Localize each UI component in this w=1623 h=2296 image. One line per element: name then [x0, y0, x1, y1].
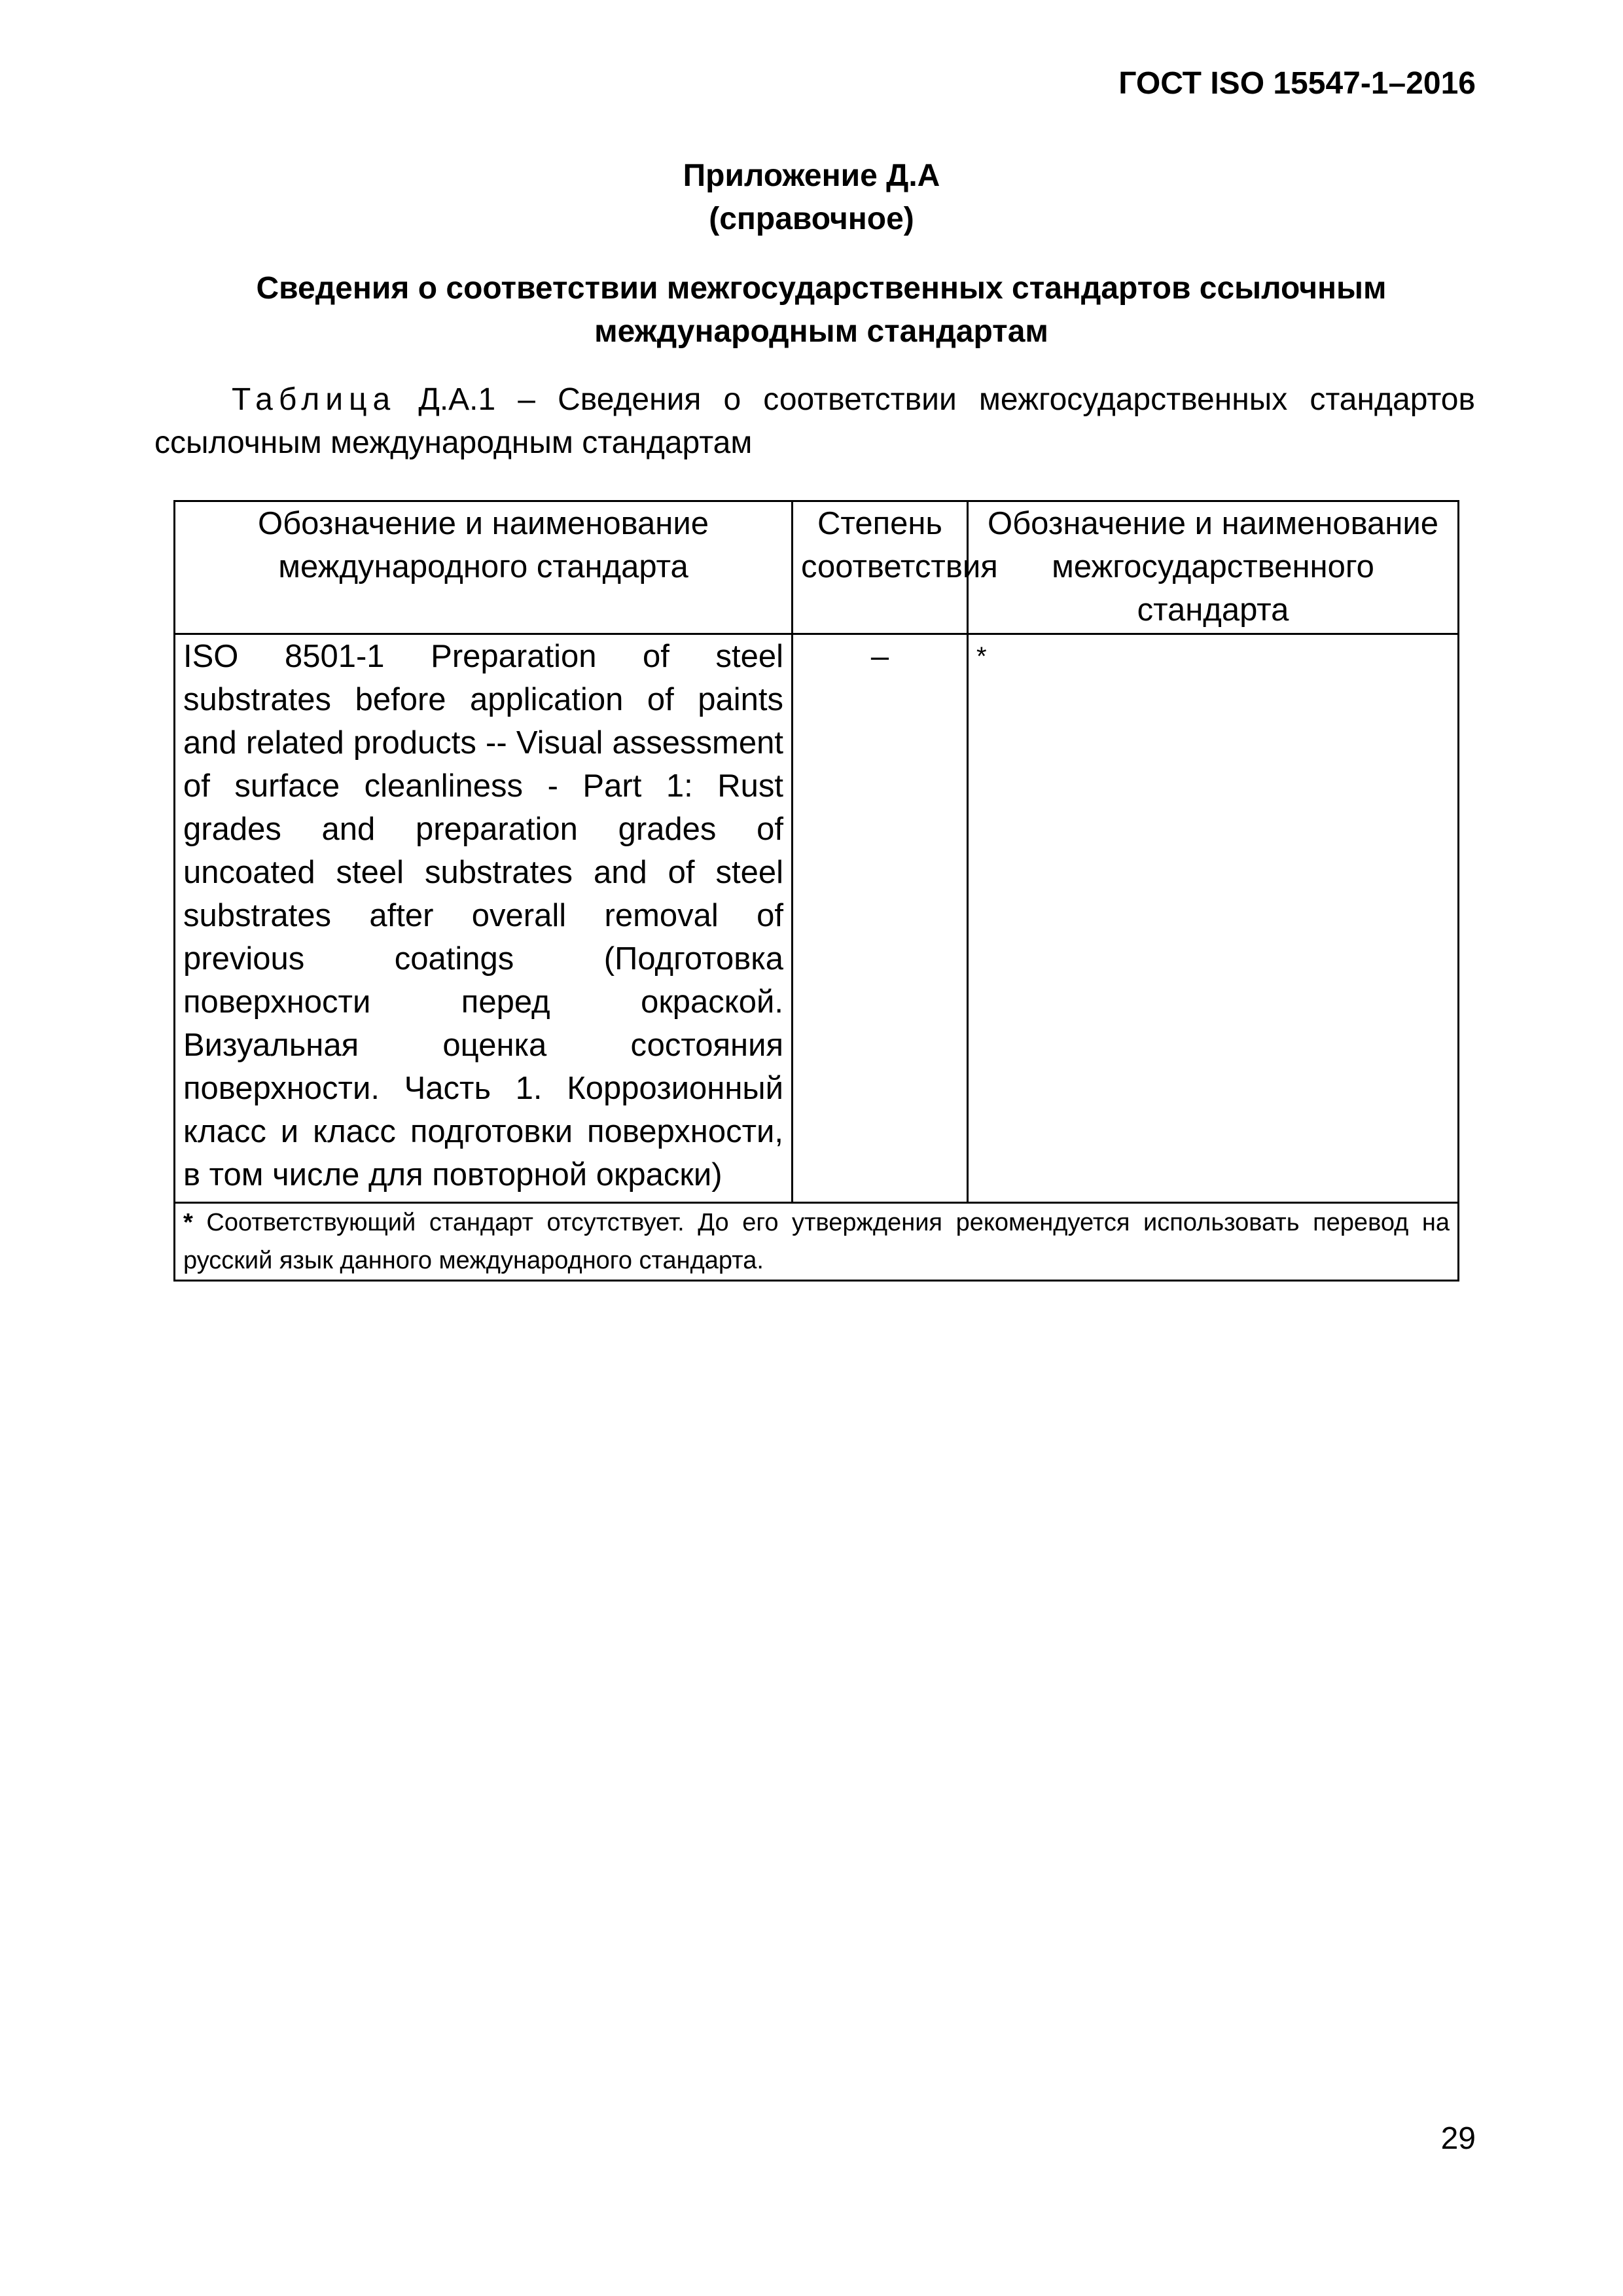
table-caption-text: Д.А.1 – Сведения о соответствии межгосударственных стандартов ссылочным международным стандартам	[154, 382, 1475, 460]
header-degree-of-correspondence: Степень соответствия	[793, 501, 968, 634]
footnote-text: Соответствующий стандарт отсутствует. До его утверждения рекомендуется использовать перевод на русский язык данного международного стандарта.	[183, 1209, 1450, 1274]
appendix-title: Приложение Д.А	[683, 158, 940, 193]
table-footnote-row	[175, 1203, 1459, 1281]
appendix-heading	[0, 154, 1623, 241]
table-header-row	[175, 501, 1459, 634]
appendix-type: (справочное)	[709, 202, 914, 236]
header-international-standard: Обозначение и наименование международного стандарта	[175, 501, 793, 634]
cell-international-standard: ISO 8501-1 Preparation of steel substrates before application of paints and related products -- Visual assessment of surface cleanliness - Part 1: Rust grades and preparation grades of uncoated steel substrates and of steel substrates after overall removal of previous coatings (Подготовка поверхности перед окраской. Визуальная оценка состояния поверхности. Часть 1. Коррозионный класс и класс подготовки поверхности, в том числе для повторной окраски)	[175, 634, 793, 1203]
cell-degree-of-correspondence: –	[793, 634, 968, 1203]
footnote-mark: *	[183, 1209, 193, 1236]
header-interstate-standard: Обозначение и наименование межгосударственного стандарта	[968, 501, 1459, 634]
document-code: ГОСТ ISO 15547-1–2016	[1118, 66, 1476, 101]
table-caption	[154, 378, 1475, 465]
table-row	[175, 634, 1459, 1203]
page-number: 29	[1440, 2121, 1476, 2156]
table-footnote	[175, 1203, 1459, 1281]
section-title: Сведения о соответствии межгосударственных стандартов ссылочным международным стандартам	[256, 271, 1387, 349]
correspondence-table	[173, 500, 1459, 1282]
cell-interstate-standard: *	[968, 634, 1459, 1203]
table-caption-label: Таблица	[232, 382, 397, 417]
